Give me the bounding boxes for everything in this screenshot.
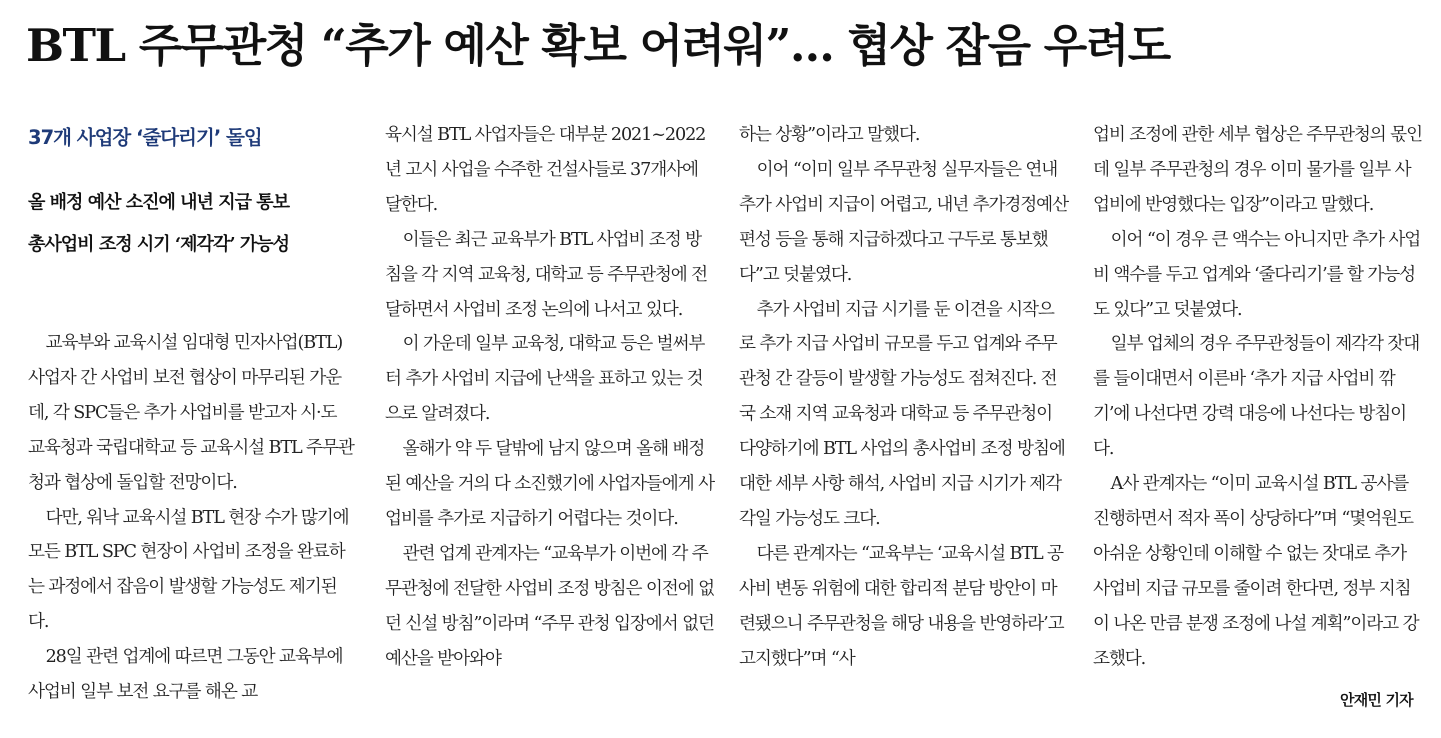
body-paragraph: 28일 관련 업계에 따르면 그동안 교육부에 사업비 일부 보전 요구를 해온 교 [28, 647, 343, 703]
body-paragraph: 이 가운데 일부 교육청, 대학교 등은 벌써부터 추가 사업비 지급에 난색을 표하고 있는 것으로 알려졌다. [385, 334, 705, 425]
column-3 [739, 118, 1069, 677]
body-paragraph: 올해가 약 두 달밖에 남지 않으며 올해 배정된 예산을 거의 다 소진했기에 사업자들에게 사업비를 추가로 지급하기 어렵다는 것이다. [385, 439, 714, 529]
body-paragraph: 다만, 워낙 교육시설 BTL 현장 수가 많기에 모든 BTL SPC 현장이 사업비 조정을 완료하는 과정에서 잡음이 발생할 가능성도 제기된다. [28, 507, 349, 633]
body-paragraph: 이어 “이 경우 큰 액수는 아니지만 추가 사업비 액수를 두고 업계와 ‘줄다리기’를 할 가능성도 있다”고 덧붙였다. [1093, 229, 1421, 320]
column-1 [28, 118, 354, 710]
body-paragraph-continued: 업비 조정에 관한 세부 협상은 주무관청의 몫인데 일부 주무관청의 경우 이미 물가를 일부 사업비에 반영했다는 입장”이라고 말했다. [1093, 125, 1422, 215]
column-2 [385, 118, 715, 677]
body-paragraph: 다른 관계자는 “교육부는 ‘교육시설 BTL 공사비 변동 위험에 대한 합리적 분담 방안이 마련됐으니 주무관청을 해당 내용을 반영하라’고 고지했다”며 “사 [739, 543, 1064, 669]
headline: BTL 주무관청 “추가 예산 확보 어려워”… 협상 잡음 우려도 [26, 19, 1170, 72]
body-paragraph: 이어 “이미 일부 주무관청 실무자들은 연내 추가 사업비 지급이 어렵고, 내년 추가경정예산 편성 등을 통해 지급하겠다고 구두로 통보했다”고 덧붙였다. [739, 159, 1068, 285]
body-paragraph: A사 관계자는 “이미 교육시설 BTL 공사를 진행하면서 적자 폭이 상당하다”며 “몇억원도 아쉬운 상황인데 이해할 수 없는 잣대로 추가 사업비 지급 규모를 줄이려 한다면, 정부 지침이 나온 만큼 분쟁 조정에 나설 계획”이라고 강조했다. [1093, 474, 1419, 669]
body-paragraph: 이들은 최근 교육부가 BTL 사업비 조정 방침을 각 지역 교육청, 대학교 등 주무관청에 전달하면서 사업비 조정 논의에 나서고 있다. [385, 229, 708, 320]
body-paragraph: 관련 업계 관계자는 “교육부가 이번에 각 주무관청에 전달한 사업비 조정 방침은 이전에 없던 신설 방침”이라며 “주무 관청 입장에서 없던 예산을 받아와야 [385, 543, 714, 669]
subhead-line-1: 올 배정 예산 소진에 내년 지급 통보 [28, 192, 290, 213]
subhead-secondary [28, 182, 354, 266]
body-paragraph: 교육부와 교육시설 임대형 민자사업(BTL) 사업자 간 사업비 보전 협상이 마무리된 가운데, 각 SPC들은 추가 사업비를 받고자 시·도 교육청과 국립대학교 등 교육시설 BTL 주무관청과 협상에 돌입할 전망이다. [28, 333, 354, 493]
subhead-line-2: 총사업비 조정 시기 ‘제각각’ 가능성 [28, 234, 290, 255]
body-paragraph: 추가 사업비 지급 시기를 둔 이견을 시작으로 추가 지급 사업비 규모를 두고 업계와 주무관청 간 갈등이 발생할 가능성도 점쳐진다. 전국 소재 지역 교육청과 대학교 등 주무관청이 다양하기에 BTL 사업의 총사업비 조정 방침에 대한 세부 사항 해석, 사업비 지급 시기가 제각각일 가능성도 크다. [739, 299, 1065, 529]
byline: 안재민 기자 [1340, 691, 1413, 709]
subhead-primary: 37개 사업장 ‘줄다리기’ 돌입 [28, 126, 262, 149]
body-paragraph: 일부 업체의 경우 주무관청들이 제각각 잣대를 들이대면서 이른바 ‘추가 지급 사업비 깎기’에 나선다면 강력 대응에 나선다는 방침이다. [1093, 334, 1420, 460]
body-paragraph-continued: 육시설 BTL 사업자들은 대부분 2021~2022년 고시 사업을 수주한 건설사들로 37개사에 달한다. [385, 125, 706, 215]
body-paragraph-continued: 하는 상황”이라고 말했다. [739, 125, 920, 145]
column-4 [1093, 118, 1423, 677]
